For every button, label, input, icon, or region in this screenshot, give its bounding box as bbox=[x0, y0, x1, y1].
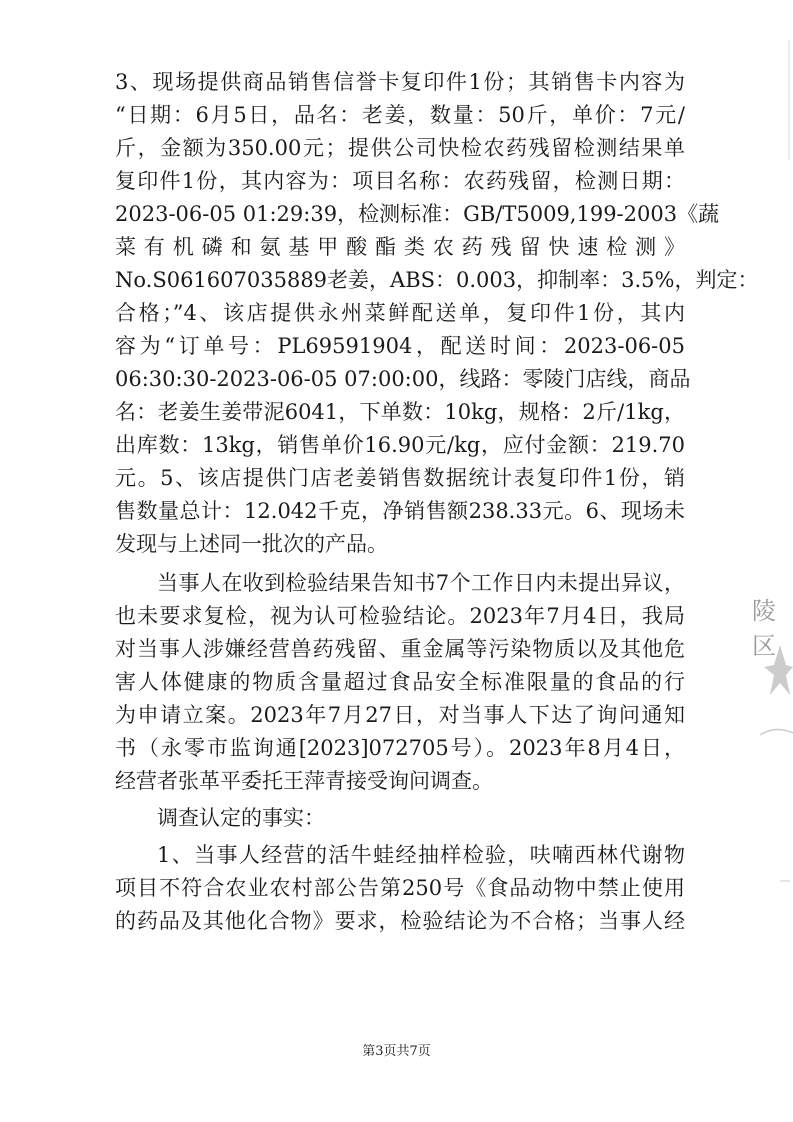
text-line: 名：老姜生姜带泥6041，下单数：10kg，规格：2斤/1kg， bbox=[115, 400, 685, 424]
text-line: “日期：6月5日，品名：老姜，数量：50斤，单价：7元/ bbox=[115, 103, 685, 127]
seal-stamp bbox=[750, 585, 793, 765]
body-text bbox=[115, 66, 759, 938]
text-line: 复印件1份，其内容为：项目名称：农药残留，检测日期： bbox=[115, 169, 685, 193]
section-heading: 调查认定的事实： bbox=[157, 806, 325, 830]
text-line: 菜有机磷和氨基甲酸酯类农药残留快速检测》 bbox=[115, 235, 685, 259]
scan-edge-mark bbox=[788, 40, 790, 160]
text-line: 容为“订单号：PL69591904，配送时间：2023-06-05 bbox=[115, 334, 685, 358]
paragraph-start-line: 1、当事人经营的活牛蛙经抽样检验，呋喃西林代谢物 bbox=[157, 843, 685, 867]
text-line: 的药品及其他化合物》要求，检验结论为不合格；当事人经 bbox=[115, 909, 685, 933]
text-line: No.S061607035889老姜，ABS：0.003，抑制率：3.5%，判定： bbox=[115, 268, 759, 292]
page-number-footer: 第3页共7页 bbox=[362, 1044, 431, 1059]
seal-stamp-text: 陵区 bbox=[752, 597, 778, 660]
text-line: 斤，金额为350.00元；提供公司快检农药残留检测结果单 bbox=[115, 136, 685, 160]
text-line: 合格；”4、该店提供永州菜鲜配送单，复印件1份，其内 bbox=[115, 301, 685, 325]
text-line: 对当事人涉嫌经营兽药残留、重金属等污染物质以及其他危 bbox=[115, 637, 685, 661]
text-line: 出库数：13kg，销售单价16.90元/kg，应付金额：219.70 bbox=[115, 433, 685, 457]
text-line: 书（永零市监询通[2023]072705号）。2023年8月4日， bbox=[115, 736, 685, 760]
text-line: 经营者张革平委托王萍青接受询问调查。 bbox=[115, 769, 493, 793]
text-line: 2023-06-05 01:29:39，检测标准：GB/T5009,199-2003《蔬 bbox=[115, 202, 720, 226]
text-line: 项目不符合农业农村部公告第250号《食品动物中禁止使用 bbox=[115, 876, 685, 900]
text-line: 发现与上述同一批次的产品。 bbox=[115, 532, 388, 556]
paragraph-start-line: 当事人在收到检验结果告知书7个工作日内未提出异议， bbox=[157, 571, 685, 595]
text-line: 3、现场提供商品销售信誉卡复印件1份；其销售卡内容为 bbox=[115, 70, 685, 94]
text-line: 售数量总计：12.042千克，净销售额238.33元。6、现场未 bbox=[115, 499, 685, 523]
text-line: 也未要求复检，视为认可检验结论。2023年7月4日，我局 bbox=[115, 604, 685, 628]
text-line: 害人体健康的物质含量超过食品安全标准限量的食品的行 bbox=[115, 670, 685, 694]
scan-edge-mark bbox=[780, 880, 790, 882]
text-line: 为申请立案。2023年7月27日，对当事人下达了询问通知 bbox=[115, 703, 685, 727]
text-line: 元。5、该店提供门店老姜销售数据统计表复印件1份，销 bbox=[115, 466, 685, 490]
text-line: 06:30:30-2023-06-05 07:00:00，线路：零陵门店线，商品 bbox=[115, 367, 691, 391]
